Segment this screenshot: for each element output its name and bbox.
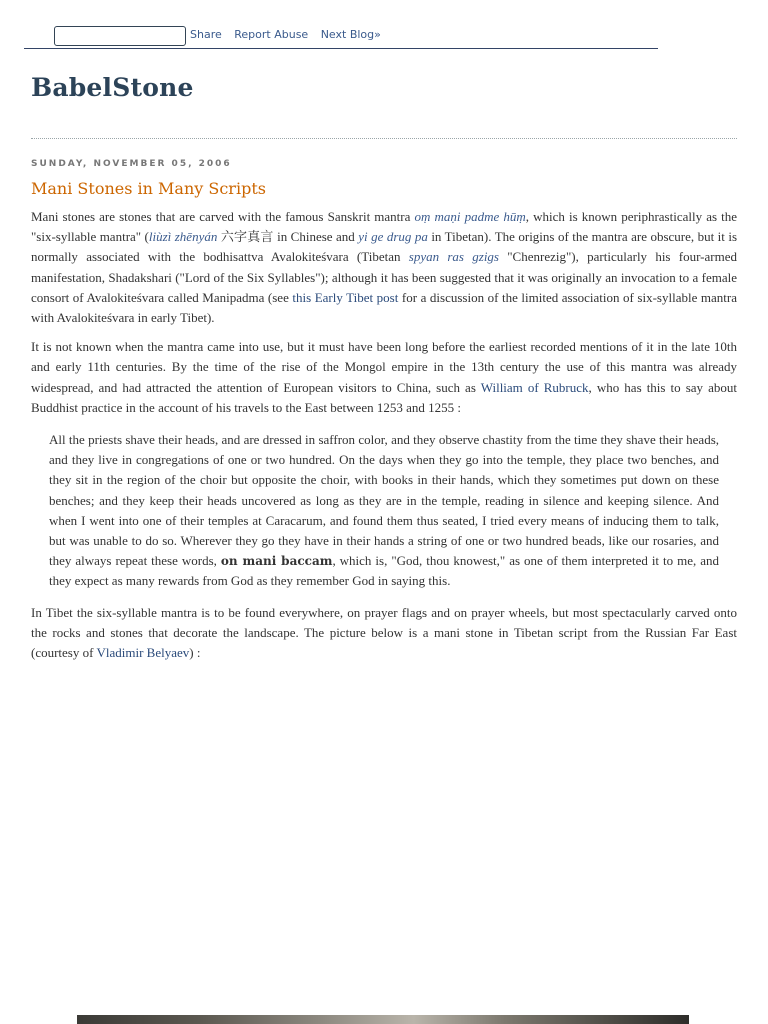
- mani-stone-photo: [77, 1015, 689, 1024]
- mantra-bold: on mani baccam: [220, 554, 333, 569]
- text: In Tibet the six-syllable mantra is to be found everywhere, on prayer flags and on prayer wheels, but most spectacularly carved onto the rocks and stones that decorate the landscape. The picture below is a mani stone in Tibetan script from the Russian Far East (courtesy of: [31, 604, 737, 661]
- chinese-pinyin: liùzì zhēnyán: [148, 229, 218, 245]
- vladimir-belyaev-link[interactable]: Vladimir Belyaev: [96, 645, 190, 661]
- text: It is not known when the mantra came into use, but it must have been long before the earliest recorded mentions of it in the late 10th and early 11th centuries. By the time of the rise of the Mongol empire in the 13th century the use of this mantra was already widespread, and had attracted the attention of European visitors to China, such as: [31, 339, 737, 395]
- next-blog-link[interactable]: Next Blog»: [320, 28, 381, 41]
- paragraph-history: [31, 337, 737, 418]
- early-tibet-link[interactable]: this Early Tibet post: [292, 289, 399, 305]
- text: ) :: [189, 645, 201, 661]
- post-title[interactable]: Mani Stones in Many Scripts: [31, 179, 266, 198]
- text: for a discussion of the limited association of six-syllable mantra with Avalokiteśvara in early Tibet).: [31, 289, 737, 326]
- report-abuse-link[interactable]: Report Abuse: [234, 28, 309, 41]
- navbar-links: [190, 28, 390, 41]
- text: , which is known periphrastically as the "six-syllable mantra" (: [31, 209, 738, 245]
- mantra-text: oṃ maṇi padme hūṃ: [414, 209, 526, 224]
- header-divider: [31, 138, 737, 139]
- tibetan-name: yi ge drug pa: [358, 229, 428, 245]
- chinese-characters: 六字真言: [220, 229, 274, 245]
- text: in Tibetan). The origins of the mantra are obscure, but it is normally associated with the bodhisattva Avalokiteśvara (Tibetan: [31, 229, 738, 265]
- paragraph-tibet: [31, 603, 737, 664]
- post-date: SUNDAY, NOVEMBER 05, 2006: [31, 159, 232, 169]
- share-link[interactable]: Share: [190, 28, 222, 41]
- blogger-navbar: [0, 0, 768, 50]
- text: , which is, "God, thou knowest," as one of them interpreted it to me, and they expect as many rewards from God as they remember God in saying this.: [49, 553, 719, 589]
- text: Mani stones are stones that are carved with the famous Sanskrit mantra: [31, 209, 415, 224]
- navbar-divider: [24, 48, 658, 49]
- rubruck-quote: [49, 430, 719, 592]
- text: , who has this to say about Buddhist practice in the account of his travels to the East between 1253 and 1255 :: [31, 379, 737, 415]
- post-body: [31, 207, 737, 672]
- william-of-rubruck-link[interactable]: William of Rubruck: [480, 379, 589, 395]
- blog-title[interactable]: BabelStone: [31, 73, 194, 102]
- paragraph-intro: [31, 207, 737, 328]
- text: All the priests shave their heads, and are dressed in saffron color, and they observe chastity from the time they shave their heads, and they live in congregations of one or two hundred. On the days when they go into the temple, they place two benches, and they sit in the region of the choir but opposite the choir, with books in their hands, which they sometimes put down on these benches; and they keep their heads uncovered as long as they are in the temple, reading in silence and keeping silence. And when I went into one of their temples at Caracarum, and found them thus seated, I tried every means of inducing them to talk, but was unable to do so. Wherever they go they have in their hands a string of one or two hundred beads, like our rosaries, and they always repeat these words,: [49, 432, 719, 569]
- tibetan-avalokitesvara: spyan ras gzigs: [408, 249, 499, 265]
- text: "Chenrezig"), particularly his four-armed manifestation, Shadakshari ("Lord of the Six Syllables"); although it has been suggested that it was originally an invocation to a female consort of Avalokiteśvara called Manipadma (see: [31, 249, 737, 305]
- search-input[interactable]: [54, 26, 186, 46]
- text: in Chinese and: [273, 229, 359, 245]
